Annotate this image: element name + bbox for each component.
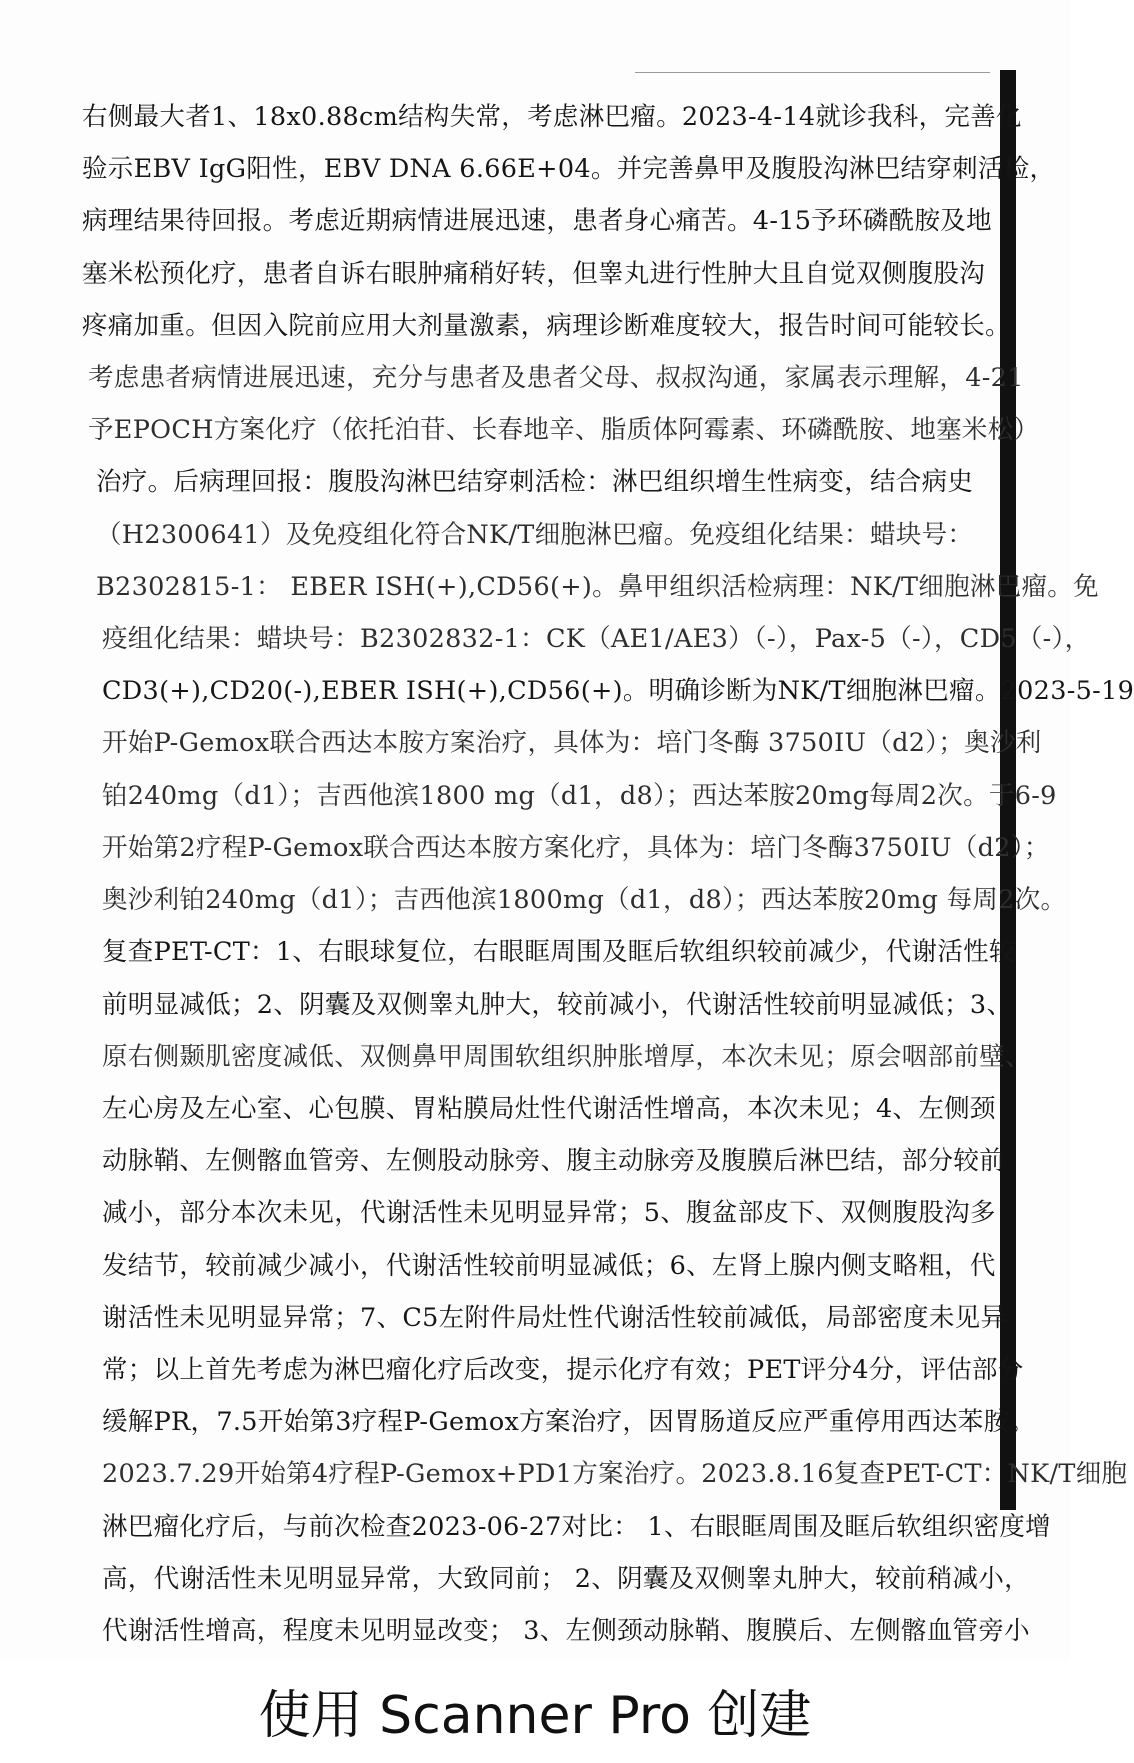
text-line: 高，代谢活性未见明显异常，大致同前； 2、阴囊及双侧睾丸肿大，较前稍减小，: [102, 1564, 1030, 1594]
text-line: 奥沙利铂240mg（d1）；吉西他滨1800mg（d1，d8）；西达苯胺20mg 每周2次。: [102, 885, 1067, 915]
text-line: 验示EBV IgG阳性，EBV DNA 6.66E+04。并完善鼻甲及腹股沟淋巴结穿刺活检，: [82, 154, 1056, 184]
text-line: 缓解PR，7.5开始第3疗程P-Gemox方案治疗，因胃肠道反应严重停用西达苯胺。: [102, 1407, 1036, 1437]
footer-bar: [0, 1660, 1070, 1763]
text-line: 常；以上首先考虑为淋巴瘤化疗后改变，提示化疗有效；PET评分4分，评估部分: [102, 1355, 1024, 1385]
text-line: 代谢活性增高，程度未见明显改变； 3、左侧颈动脉鞘、腹膜后、左侧髂血管旁小: [102, 1616, 1030, 1646]
text-line: CD3(+),CD20(-),EBER ISH(+),CD56(+)。明确诊断为NK/T细胞淋巴瘤。2023-5-19: [102, 676, 1134, 706]
text-line: 复查PET-CT：1、右眼球复位，右眼眶周围及眶后软组织较前减少，代谢活性较: [102, 937, 1015, 967]
scanner-caption: 使用 Scanner Pro 创建: [258, 1686, 812, 1746]
text-line: 铂240mg（d1）；吉西他滨1800 mg（d1，d8）；西达苯胺20mg每周2次。于6-9: [102, 781, 1057, 811]
text-line: 原右侧颞肌密度减低、双侧鼻甲周围软组织肿胀增厚，本次未见；原会咽部前壁、: [102, 1042, 1031, 1072]
text-line: 右侧最大者1、18x0.88cm结构失常，考虑淋巴瘤。2023-4-14就诊我科，完善化: [82, 102, 1022, 132]
text-line: 开始第2疗程P-Gemox联合西达本胺方案化疗，具体为：培门冬酶3750IU（d2）；: [102, 833, 1050, 863]
text-line: 塞米松预化疗，患者自诉右眼肿痛稍好转，但睾丸进行性肿大且自觉双侧腹股沟: [82, 259, 986, 289]
text-line: 前明显减低；2、阴囊及双侧睾丸肿大，较前减小，代谢活性较前明显减低；3、: [102, 990, 1013, 1020]
text-line: 左心房及左心室、心包膜、胃粘膜局灶性代谢活性增高，本次未见；4、左侧颈: [102, 1094, 996, 1124]
text-line: 2023.7.29开始第4疗程P-Gemox+PD1方案治疗。2023.8.16复查PET-CT：NK/T细胞: [102, 1459, 1128, 1489]
text-line: 动脉鞘、左侧髂血管旁、左侧股动脉旁、腹主动脉旁及腹膜后淋巴结，部分较前: [102, 1146, 1006, 1176]
text-line: 淋巴瘤化疗后，与前次检查2023-06-27对比： 1、右眼眶周围及眶后软组织密度增: [102, 1512, 1051, 1542]
text-line: 考虑患者病情进展迅速，充分与患者及患者父母、叔叔沟通，家属表示理解，4-21: [88, 363, 1024, 393]
text-line: （H2300641）及免疫组化符合NK/T细胞淋巴瘤。免疫组化结果：蜡块号：: [96, 520, 974, 550]
text-line: 疫组化结果：蜡块号：B2302832-1：CK（AE1/AE3）（-），Pax-5（-），CD5（-），: [102, 624, 1091, 654]
text-line: B2302815-1： EBER ISH(+),CD56(+)。鼻甲组织活检病理：NK/T细胞淋巴瘤。免: [96, 572, 1099, 602]
text-line: 发结节，较前减少减小，代谢活性较前明显减低；6、左肾上腺内侧支略粗，代: [102, 1251, 996, 1281]
text-line: 治疗。后病理回报：腹股沟淋巴结穿刺活检：淋巴组织增生性病变，结合病史: [96, 467, 974, 497]
text-line: 谢活性未见明显异常；7、C5左附件局灶性代谢活性较前减低，局部密度未见异: [102, 1303, 1007, 1333]
text-line: 开始P-Gemox联合西达本胺方案治疗，具体为：培门冬酶 3750IU（d2）；奥沙利: [102, 728, 1042, 758]
text-line: 减小，部分本次未见，代谢活性未见明显异常；5、腹盆部皮下、双侧腹股沟多: [102, 1198, 996, 1228]
text-line: 予EPOCH方案化疗（依托泊苷、长春地辛、脂质体阿霉素、环磷酰胺、地塞米松）: [88, 415, 1040, 445]
text-line: 病理结果待回报。考虑近期病情进展迅速，患者身心痛苦。4-15予环磷酰胺及地: [82, 206, 992, 236]
text-line: 疼痛加重。但因入院前应用大剂量激素，病理诊断难度较大，报告时间可能较长。: [82, 311, 1011, 341]
